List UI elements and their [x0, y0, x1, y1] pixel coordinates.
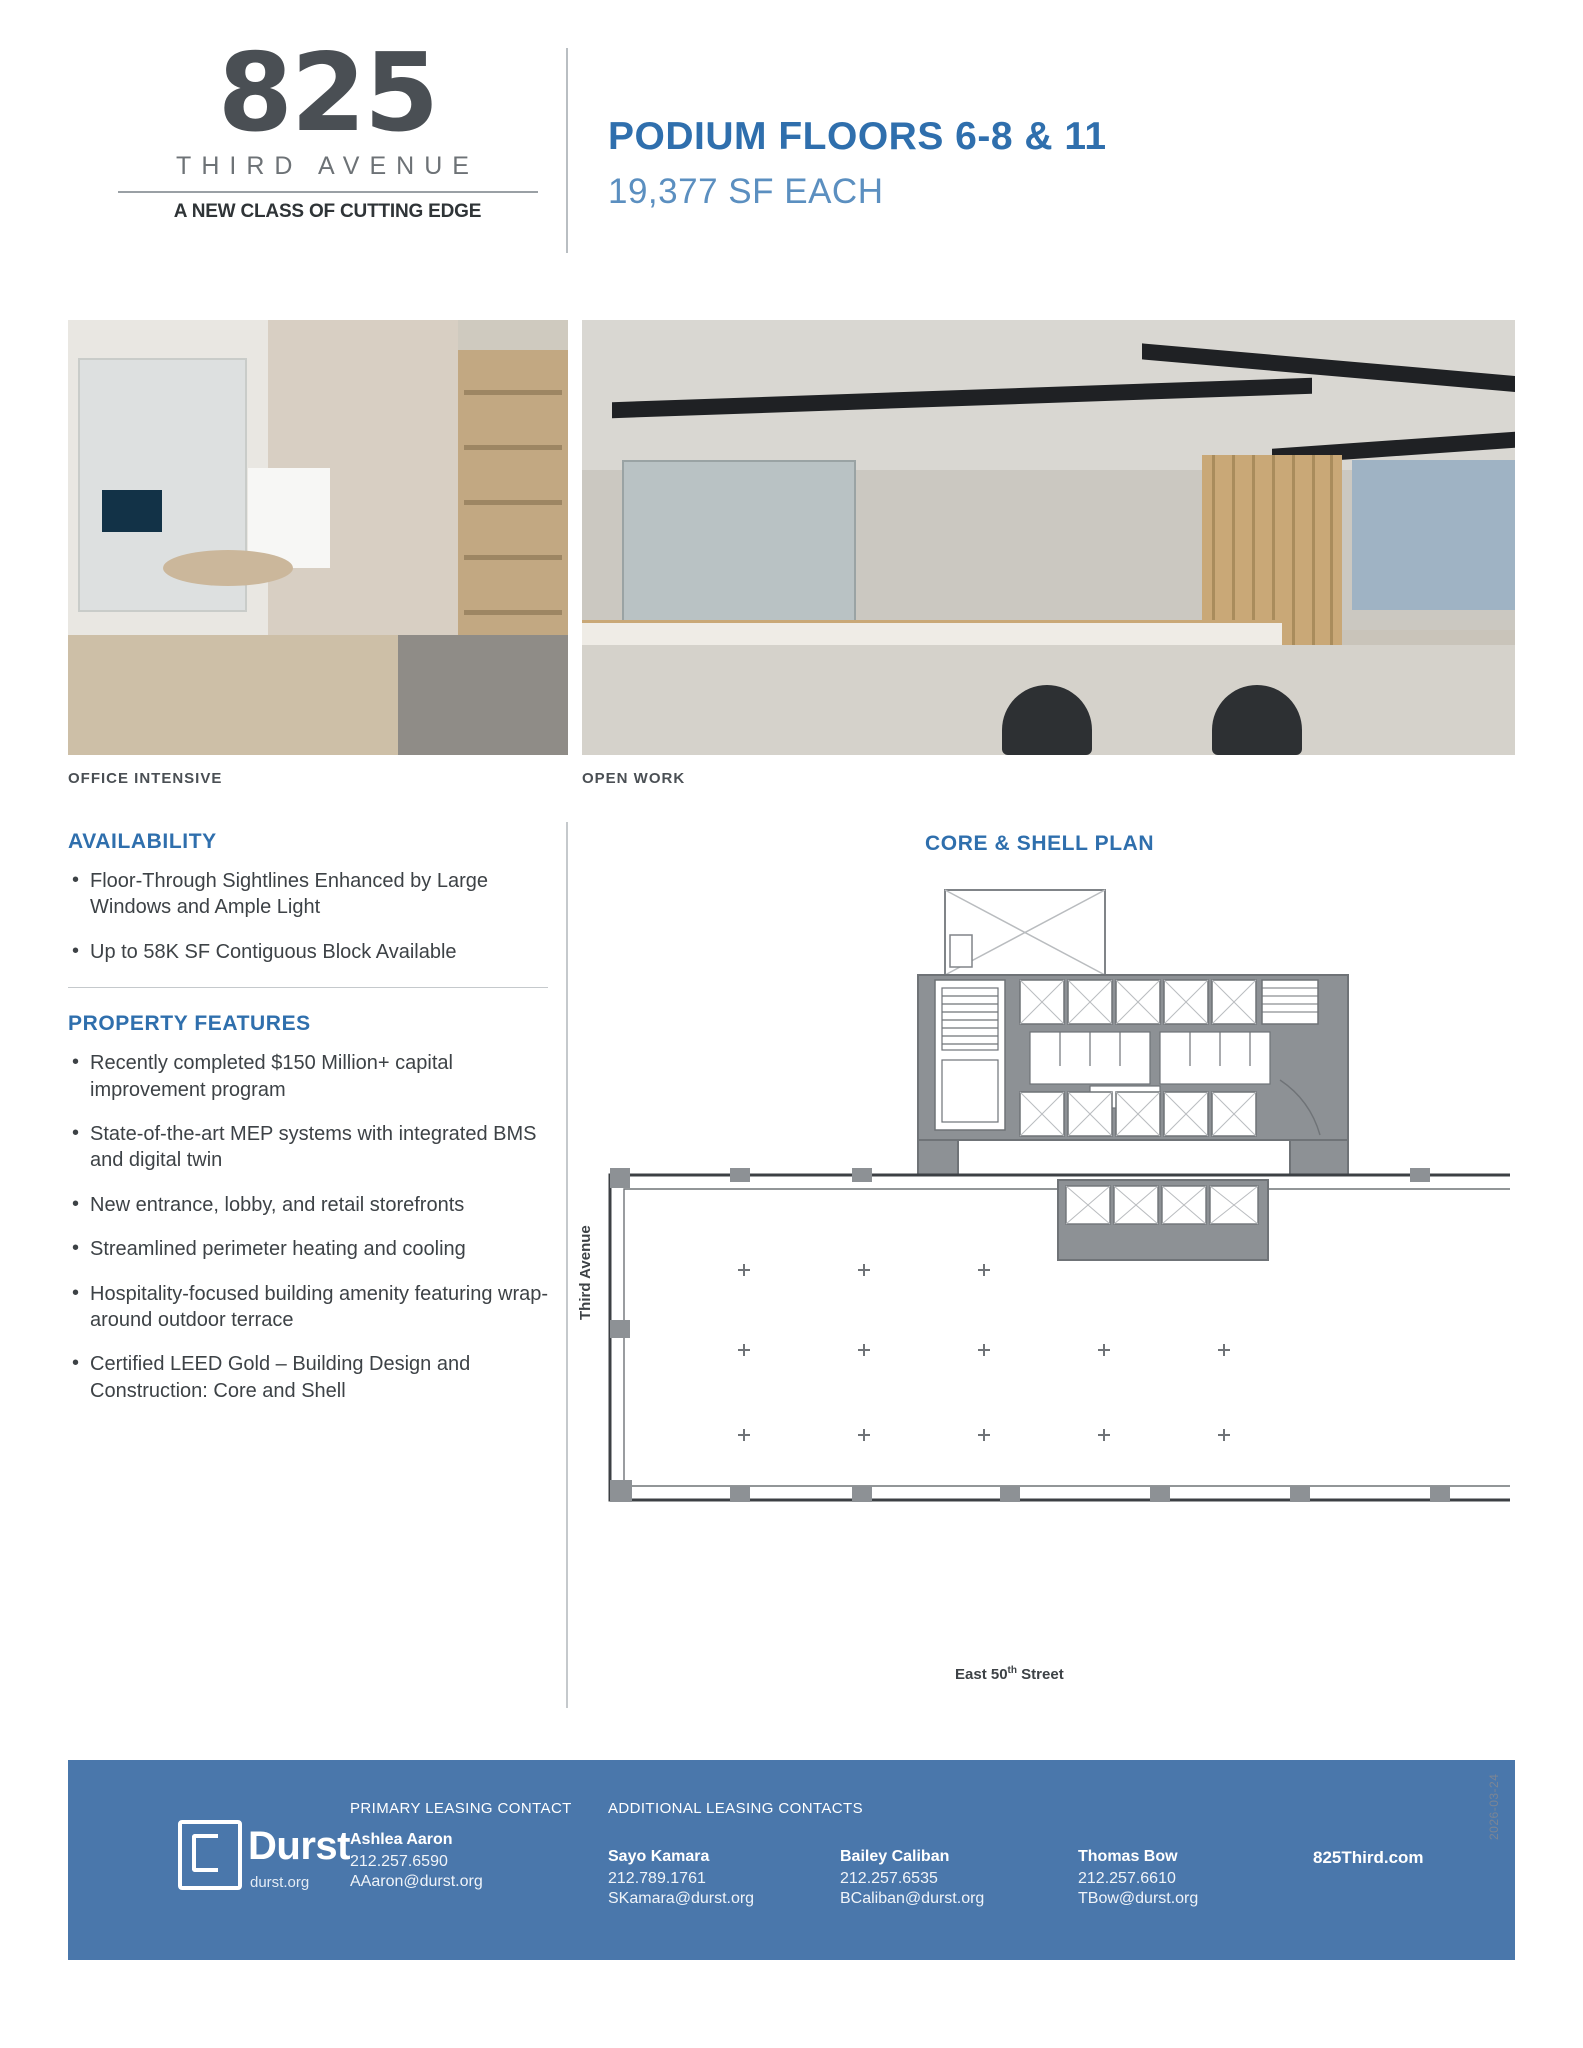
contact-email[interactable]: AAaron@durst.org [350, 1873, 483, 1890]
column-divider [566, 822, 568, 1708]
primary-leasing-contact [350, 1800, 580, 1893]
contact-name: Sayo Kamara [608, 1848, 710, 1865]
contact-name: Bailey Caliban [840, 1848, 950, 1865]
footer-bar [68, 1760, 1515, 1960]
contact-email[interactable]: BCaliban@durst.org [840, 1890, 985, 1907]
section-divider [68, 987, 548, 988]
plan-title: CORE & SHELL PLAN [925, 832, 1155, 855]
list-item: • State-of-the-art MEP systems with integrated BMS and digital twin [68, 1121, 548, 1174]
photo-caption-right: OPEN WORK [582, 770, 686, 787]
contact-name: Thomas Bow [1078, 1848, 1178, 1865]
logo-divider [118, 191, 538, 193]
contact-email[interactable]: SKamara@durst.org [608, 1890, 755, 1907]
contact-phone[interactable]: 212.257.6590 [350, 1853, 448, 1870]
contact-name: Ashlea Aaron [350, 1831, 453, 1848]
primary-heading: PRIMARY LEASING CONTACT [350, 1800, 572, 1817]
left-content-column [68, 830, 548, 1422]
durst-url[interactable]: durst.org [250, 1874, 310, 1891]
contact-email[interactable]: TBow@durst.org [1078, 1890, 1199, 1907]
photo-glass-partition [622, 460, 856, 624]
list-item: • Hospitality-focused building amenity featuring wrap-around outdoor terrace [68, 1281, 548, 1334]
list-item: • Certified LEED Gold – Building Design and Construction: Core and Shell [68, 1351, 548, 1404]
availability-list [68, 868, 548, 965]
contact-phone[interactable]: 212.257.6610 [1078, 1870, 1176, 1887]
photo-conference-table [163, 550, 293, 586]
page-subtitle: 19,377 SF EACH [608, 172, 884, 211]
contact-card [608, 1848, 808, 1910]
page-header [0, 0, 1583, 280]
photo-window [1352, 460, 1515, 610]
list-item: • Streamlined perimeter heating and cooling [68, 1236, 548, 1262]
logo-street: THIRD AVENUE [176, 152, 479, 180]
website-link[interactable]: 825Third.com [1313, 1848, 1424, 1867]
photo-screen [102, 490, 162, 532]
contact-card [840, 1848, 1040, 1910]
durst-name: Durst [248, 1824, 350, 1868]
logo-number: 825 [217, 31, 438, 156]
plan-label-east-50th-street: East 50th Street [955, 1665, 1064, 1683]
list-item: • Recently completed $150 Million+ capital improvement program [68, 1050, 548, 1103]
contact-card [1078, 1848, 1278, 1910]
property-features-list [68, 1050, 548, 1404]
contact-phone[interactable]: 212.789.1761 [608, 1870, 706, 1887]
photo-shelving [458, 350, 568, 650]
floor-plan-drawing [590, 880, 1510, 1700]
logo-tagline: A NEW CLASS OF CUTTING EDGE [173, 201, 482, 222]
core-shell-plan [590, 880, 1510, 1700]
contact-phone[interactable]: 212.257.6535 [840, 1870, 938, 1887]
photo-rug [398, 635, 568, 755]
building-logo [100, 31, 555, 223]
property-features-title: PROPERTY FEATURES [68, 1012, 311, 1036]
plan-label-third-avenue: Third Avenue [577, 1225, 594, 1320]
availability-title: AVAILABILITY [68, 830, 217, 853]
photo-office-intensive [68, 320, 568, 755]
photo-open-work [582, 320, 1515, 755]
document-date: 2026-03-24 [1487, 1773, 1501, 1840]
photo-wood-slats [1202, 455, 1342, 645]
photo-caption-left: OFFICE INTENSIVE [68, 770, 223, 787]
list-item: • Floor-Through Sightlines Enhanced by Large Windows and Ample Light [68, 868, 548, 921]
durst-mark-icon [178, 1820, 242, 1890]
additional-leasing-contacts [608, 1800, 1308, 1831]
header-divider [566, 48, 568, 253]
additional-heading: ADDITIONAL LEASING CONTACTS [608, 1800, 864, 1817]
list-item: • New entrance, lobby, and retail storefronts [68, 1192, 548, 1218]
page-title: PODIUM FLOORS 6-8 & 11 [608, 115, 1107, 158]
list-item: • Up to 58K SF Contiguous Block Available [68, 939, 548, 965]
